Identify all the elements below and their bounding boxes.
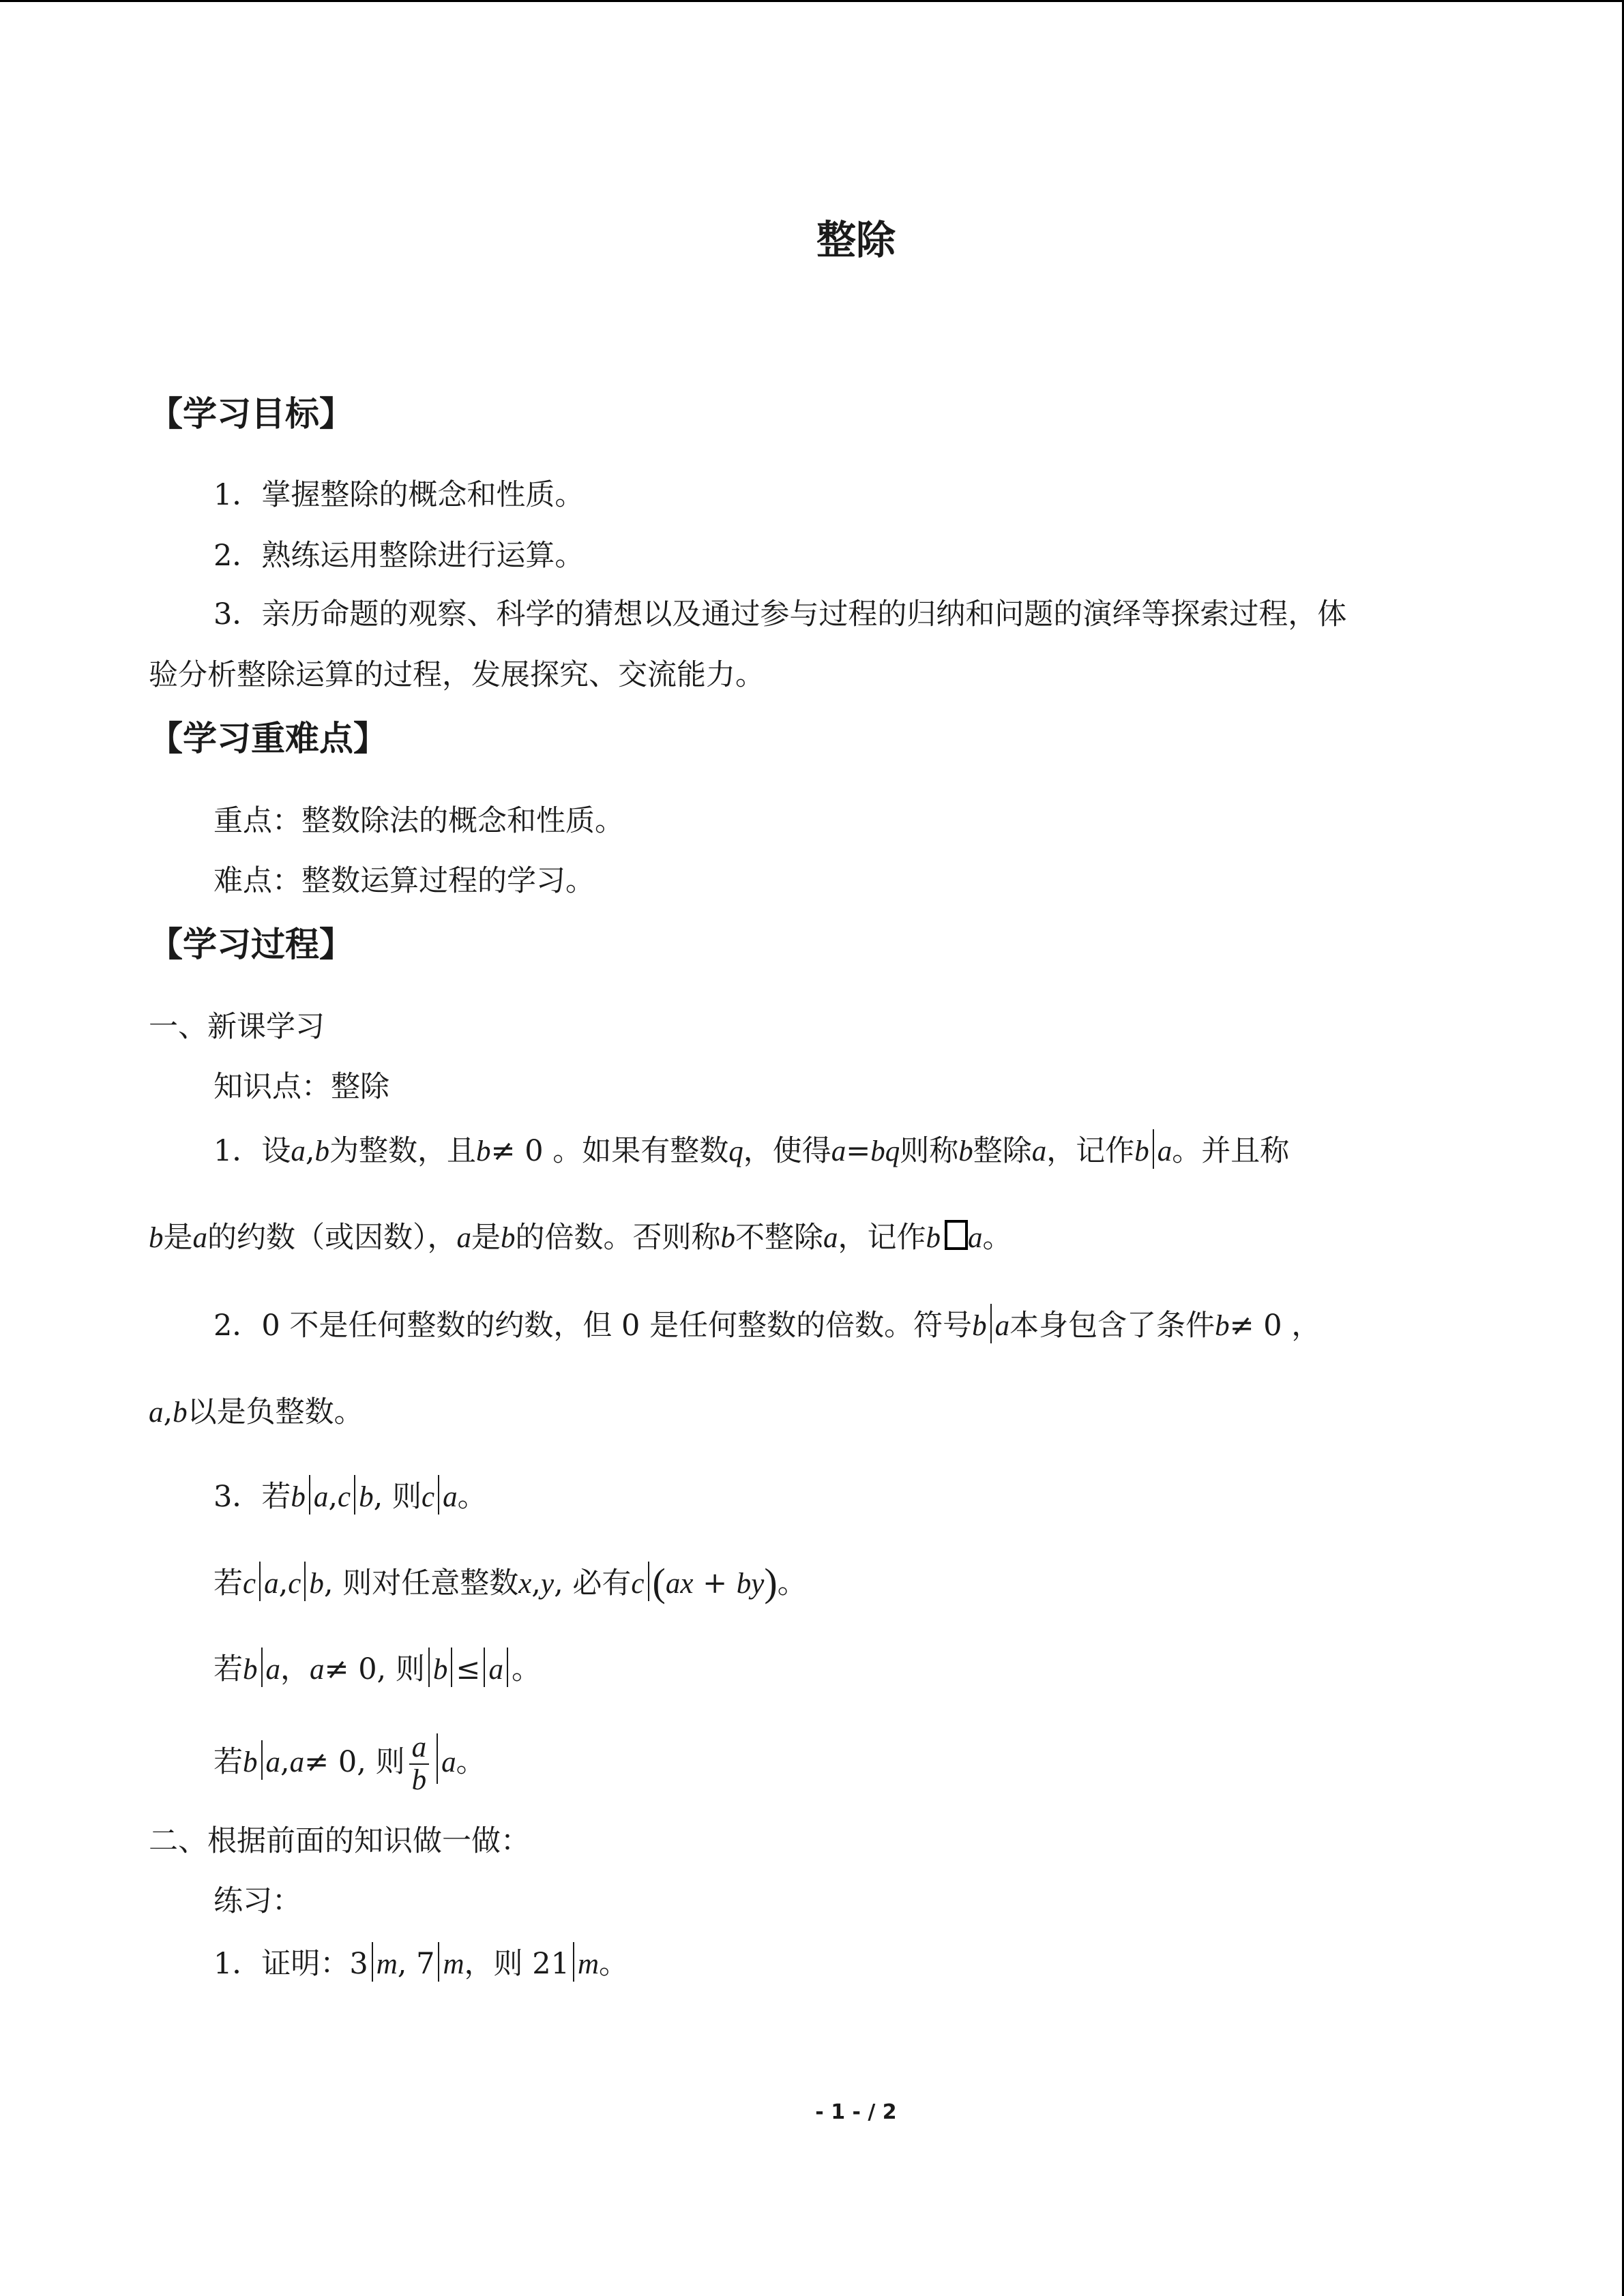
- abs-bar: [507, 1648, 508, 1687]
- paren-close: ): [764, 1560, 778, 1605]
- divides-bar: [438, 1942, 439, 1982]
- math-var: a: [1157, 1135, 1172, 1167]
- section-heading-keypoints: 【学习重难点】: [149, 719, 387, 758]
- math-var: a: [994, 1310, 1010, 1342]
- page-number: - 1 - / 2: [815, 2100, 897, 2124]
- text: ，记作: [1046, 1134, 1135, 1168]
- math-var: ax: [665, 1568, 694, 1600]
- divides-bar: [261, 1648, 263, 1687]
- math-var: b: [243, 1746, 258, 1778]
- text: +: [693, 1566, 737, 1600]
- not-divides-symbol: [945, 1220, 968, 1250]
- math-var: a: [289, 1746, 305, 1778]
- math-var: c: [631, 1568, 645, 1600]
- text: 若: [213, 1566, 243, 1600]
- math-var: a: [831, 1135, 846, 1167]
- math-var: m: [443, 1948, 464, 1980]
- text: 为整数，且: [329, 1134, 477, 1168]
- math-var: y: [540, 1568, 555, 1600]
- math-var: c: [338, 1481, 351, 1513]
- math-var: b: [958, 1135, 973, 1167]
- text: 的倍数。否则称: [515, 1221, 721, 1255]
- math-var: b: [149, 1222, 164, 1254]
- text: 是: [163, 1221, 193, 1255]
- definition-line-2: [149, 1217, 1012, 1259]
- text: 。: [599, 1947, 628, 1981]
- text: ,: [328, 1480, 338, 1514]
- math-var: a: [968, 1222, 983, 1254]
- text: 。: [457, 1480, 487, 1514]
- math-var: c: [421, 1481, 435, 1513]
- part-heading-practice: 二、根据前面的知识做一做：: [149, 1824, 530, 1858]
- math-var: m: [577, 1948, 599, 1980]
- text: 整除: [973, 1134, 1032, 1168]
- math-var: a: [310, 1654, 325, 1686]
- text: ,: [280, 1745, 290, 1779]
- math-var: b: [173, 1397, 188, 1429]
- abs-bar: [484, 1648, 485, 1687]
- text: 2．0 不是任何整数的约数，但 0 是任何整数的倍数。符号: [213, 1309, 973, 1343]
- divides-bar: [438, 1475, 439, 1515]
- text: , 7: [397, 1947, 435, 1981]
- text: 1．设: [213, 1134, 291, 1168]
- text: , 必有: [554, 1566, 632, 1600]
- property-2-line-1: [213, 1304, 1320, 1347]
- math-var: a: [192, 1222, 207, 1254]
- divides-bar: [261, 1740, 263, 1780]
- divides-bar: [309, 1475, 310, 1515]
- property-3-line-4: [213, 1732, 486, 1796]
- goal-item-3: 3．亲历命题的观察、科学的猜想以及通过参与过程的归纳和问题的演绎等探索过程，体: [213, 597, 1347, 631]
- page-title: 整除: [816, 217, 896, 263]
- page-frame-top: [0, 0, 1624, 2]
- math-var: a: [1031, 1135, 1047, 1167]
- text: ,: [531, 1566, 541, 1600]
- text: 以是负整数。: [187, 1395, 364, 1429]
- key-point-important: 重点：整数除法的概念和性质。: [213, 804, 624, 838]
- math-var: b: [243, 1654, 258, 1686]
- math-var: b: [720, 1222, 735, 1254]
- text: 3．若: [213, 1480, 291, 1514]
- text: ≠ 0 ，: [1229, 1309, 1321, 1343]
- math-var: a: [264, 1568, 279, 1600]
- math-var: a: [443, 1481, 458, 1513]
- paren-open: (: [652, 1560, 666, 1605]
- fraction-numerator: a: [409, 1732, 430, 1765]
- math-var: a: [291, 1135, 306, 1167]
- math-var: a: [488, 1654, 503, 1686]
- divides-bar: [648, 1562, 649, 1601]
- exercise-1: [213, 1942, 628, 1985]
- math-var: c: [288, 1568, 301, 1600]
- text: , 则: [373, 1480, 422, 1514]
- divides-bar: [354, 1475, 355, 1515]
- text: 。: [456, 1745, 486, 1779]
- math-var: b: [314, 1135, 330, 1167]
- text: 本身包含了条件: [1009, 1309, 1215, 1343]
- math-var: b: [1215, 1310, 1230, 1342]
- fraction-denominator: b: [411, 1764, 427, 1796]
- math-var: a: [149, 1397, 164, 1429]
- divides-bar: [1153, 1129, 1154, 1169]
- text: ,: [278, 1566, 289, 1600]
- divides-bar: [259, 1562, 261, 1601]
- math-var: c: [243, 1568, 256, 1600]
- knowledge-point-label: 知识点：整除: [213, 1070, 389, 1104]
- math-var: a: [265, 1746, 280, 1778]
- math-var: a: [441, 1746, 456, 1778]
- text: 。: [511, 1652, 541, 1686]
- text: 是: [471, 1221, 501, 1255]
- text: 若: [213, 1745, 243, 1779]
- divides-bar: [372, 1942, 373, 1982]
- math-var: b: [501, 1222, 516, 1254]
- text: 不整除: [735, 1221, 823, 1255]
- math-var: bq: [870, 1135, 900, 1167]
- math-var: m: [376, 1948, 398, 1980]
- text: 。并且称: [1172, 1134, 1290, 1168]
- text: ≤: [456, 1652, 481, 1686]
- math-var: x: [518, 1568, 532, 1600]
- key-point-difficult: 难点：整数运算过程的学习。: [213, 864, 595, 898]
- text: ,: [305, 1134, 315, 1168]
- text: ,: [163, 1395, 173, 1429]
- property-3-line-3: [213, 1648, 541, 1690]
- math-var: a: [265, 1654, 280, 1686]
- text: , 则对任意整数: [323, 1566, 519, 1600]
- text: 则称: [900, 1134, 959, 1168]
- text: ≠ 0, 则: [304, 1745, 405, 1779]
- goal-item-2: 2．熟练运用整除进行运算。: [213, 539, 585, 573]
- math-var: b: [432, 1654, 448, 1686]
- part-heading-new-lesson: 一、新课学习: [149, 1010, 325, 1044]
- text: 。: [777, 1566, 807, 1600]
- text: ，记作: [838, 1221, 926, 1255]
- property-3-line-2: [213, 1562, 807, 1605]
- math-var: b: [926, 1222, 941, 1254]
- math-var: a: [823, 1222, 838, 1254]
- divides-bar: [990, 1304, 992, 1343]
- property-3-line-1: [213, 1475, 487, 1518]
- text: 1．证明：3: [213, 1947, 368, 1981]
- goal-item-1: 1．掌握整除的概念和性质。: [213, 478, 585, 512]
- math-var: b: [309, 1568, 324, 1600]
- text: 若: [213, 1652, 243, 1686]
- divides-bar: [304, 1562, 306, 1601]
- section-heading-goals: 【学习目标】: [149, 394, 353, 434]
- text: ≠ 0, 则: [324, 1652, 425, 1686]
- math-var: b: [476, 1135, 491, 1167]
- math-var: b: [972, 1310, 987, 1342]
- math-var: a: [456, 1222, 471, 1254]
- text: ≠ 0 。如果有整数: [490, 1134, 729, 1168]
- section-heading-process: 【学习过程】: [149, 925, 353, 964]
- text: =: [846, 1134, 871, 1168]
- exercise-label: 练习：: [213, 1884, 301, 1918]
- fraction: [409, 1732, 430, 1796]
- math-var: b: [359, 1481, 374, 1513]
- divides-bar: [573, 1942, 574, 1982]
- math-var: by: [736, 1568, 765, 1600]
- text: 。: [982, 1221, 1012, 1255]
- divides-bar: [437, 1733, 438, 1784]
- text: ，则 21: [464, 1947, 570, 1981]
- goal-item-3-continued: 验分析整除运算的过程，发展探究、交流能力。: [149, 658, 765, 692]
- definition-line-1: [213, 1129, 1289, 1172]
- math-var: a: [313, 1481, 329, 1513]
- property-2-line-2: [149, 1392, 364, 1433]
- math-var: b: [1134, 1135, 1149, 1167]
- math-var: b: [291, 1481, 306, 1513]
- text: ，: [280, 1652, 310, 1686]
- text: ，使得: [743, 1134, 831, 1168]
- abs-bar: [451, 1648, 452, 1687]
- math-var: q: [728, 1135, 743, 1167]
- abs-bar: [428, 1648, 430, 1687]
- text: 的约数（或因数），: [207, 1221, 457, 1255]
